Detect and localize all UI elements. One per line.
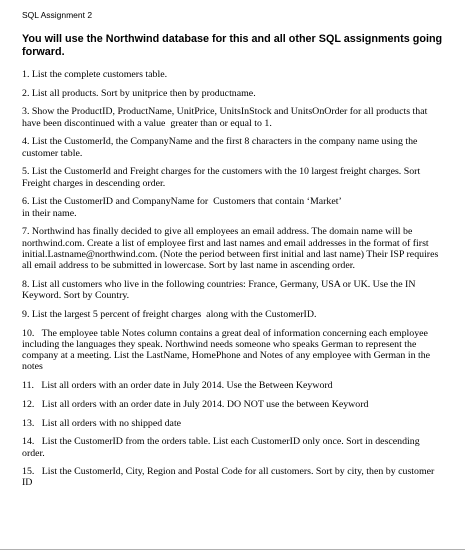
assignment-item-6: 6. List the CustomerID and CompanyName for Customers that contain ‘Market’ in their name. — [22, 196, 342, 219]
assignment-item-15: 15. List the CustomerId, City, Region and Postal Code for all customers. Sort by city, then by customer ID — [22, 466, 437, 489]
assignment-item-7: 7. Northwind has finally decided to give all employees an email address. The domain name will be northwind.com. Create a list of employee first and last names and email addresses in the format of first initial.Lastname@northwind.com. (Note the period between first initial and last name) Their ISP requires all email address to be submitted in lowercase. Sort by last name in ascending order. — [22, 226, 441, 272]
assignment-item-3: 3. Show the ProductID, ProductName, UnitPrice, UnitsInStock and UnitsOnOrder for all products that have been discontinued with a value greater than or equal to 1. — [22, 106, 430, 129]
assignment-item-10: 10. The employee table Notes column contains a great deal of information concerning each employee including the languages they speak. Northwind needs someone who speaks German to represent the company at a meeting. List the LastName, HomePhone and Notes of any employee with German in the notes — [22, 327, 433, 373]
assignment-item-12: 12. List all orders with an order date in July 2014. DO NOT use the between Keyword — [22, 398, 369, 410]
page-bottom-divider — [0, 549, 465, 550]
intro-heading: You will use the Northwind database for this and all other SQL assignments going forward. — [22, 33, 443, 58]
assignment-item-9: 9. List the largest 5 percent of freight charges along with the CustomerID. — [22, 308, 317, 320]
assignment-item-4: 4. List the CustomerId, the CompanyName and the first 8 characters in the company name using the customer table. — [22, 136, 420, 159]
assignment-item-5: 5. List the CustomerId and Freight charges for the customers with the 10 largest freight charges. Sort Freight charges in descending order. — [22, 166, 423, 189]
assignment-item-13: 13. List all orders with no shipped date — [22, 417, 182, 429]
assignment-item-14: 14. List the CustomerID from the orders table. List each CustomerID only once. Sort in descending order. — [22, 436, 423, 459]
assignment-item-11: 11. List all orders with an order date in July 2014. Use the Between Keyword — [22, 380, 333, 392]
assignment-item-8: 8. List all customers who live in the following countries: France, Germany, USA or UK. Use the IN Keyword. Sort by Country. — [22, 278, 418, 302]
assignment-item-2: 2. List all products. Sort by unitprice then by productname. — [22, 87, 256, 99]
document-header: SQL Assignment 2 — [22, 10, 93, 20]
assignment-item-1: 1. List the complete customers table. — [22, 69, 168, 80]
